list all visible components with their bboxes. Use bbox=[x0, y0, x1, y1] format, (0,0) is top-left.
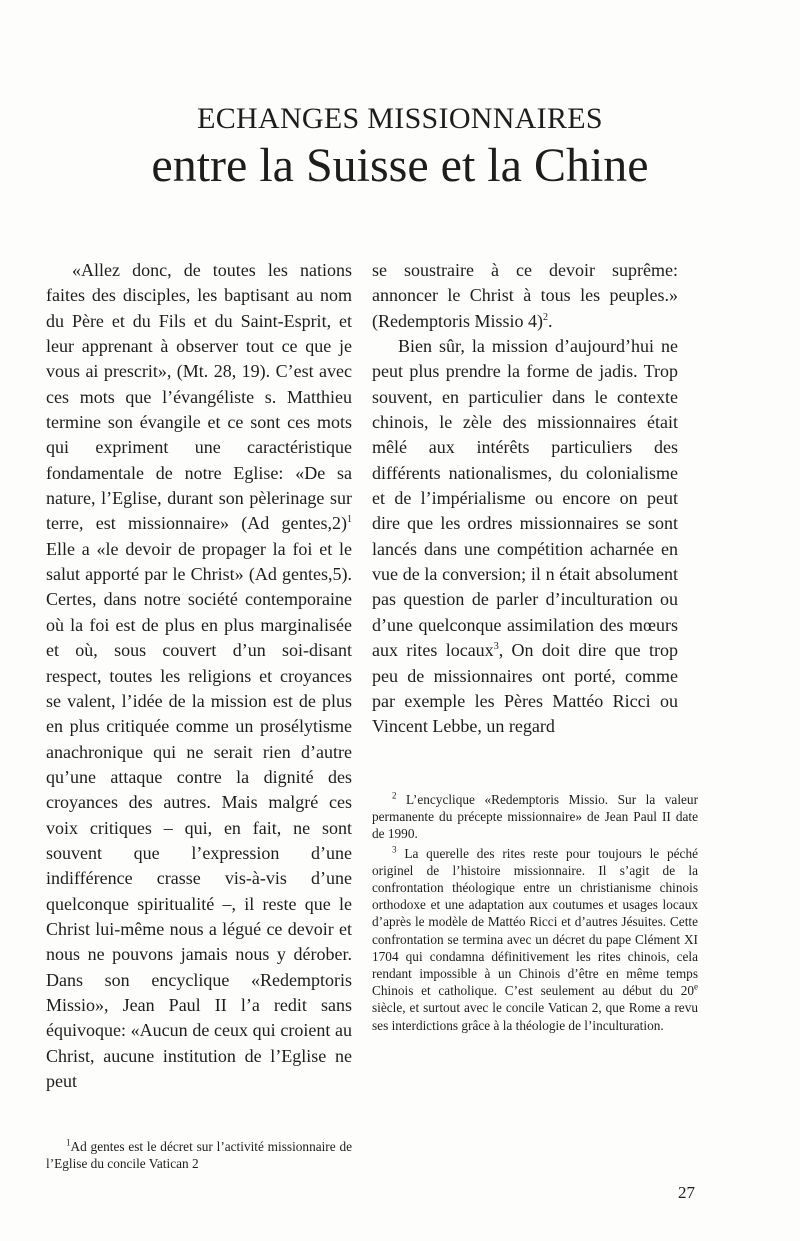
paragraph: se soustraire à ce devoir suprême: annoncer le Christ à tous les peuples.» (Redemptoris Missio 4)$^2$. bbox=[372, 260, 678, 331]
footnote-1: $^1$Ad gentes est le décret sur l’activité missionnaire de l’Eglise du concile Vatican 2 bbox=[46, 1137, 352, 1172]
page-number: 27 bbox=[678, 1183, 695, 1202]
footnotes-left bbox=[46, 1138, 352, 1174]
footnote-ref-1[interactable]: 1 bbox=[347, 514, 352, 526]
footnote-ref-2[interactable]: 2 bbox=[543, 311, 548, 323]
footnote-2: $^2$ L’encyclique «Redemptoris Missio. Sur la valeur permanente du précepte missionnaire» de Jean Paul II date de 1990. bbox=[372, 790, 698, 842]
article-supertitle: ECHANGES MISSIONNAIRES bbox=[197, 102, 603, 135]
paragraph: Bien sûr, la mission d’aujourd’hui ne peut plus prendre la forme de jadis. Trop souvent, en particulier dans le contexte chinois, le zèle des missionnaires était mêlé aux intérêts particuliers des différents nationalismes, du colonialisme et de l’impérialisme ou encore on peut dire que les ordres missionnaires se sont lancés dans une compétition acharnée en vue de la conversion; il n était absolument pas question de parler d’inculturation ou d’une quelconque assimilation des mœurs aux rites locaux$^3$, On doit dire que trop peu de missionnaires ont porté, comme par exemple les Pères Mattéo Ricci ou Vincent Lebbe, un regard bbox=[372, 336, 678, 737]
body-column-left bbox=[46, 258, 352, 1094]
article-title: entre la Suisse et la Chine bbox=[151, 139, 649, 192]
footnotes-right bbox=[372, 791, 698, 1036]
footnote-3: $^3$ La querelle des rites reste pour toujours le péché originel de l’histoire missionnaire. Il s’agit de la confrontation théologique entre un christianisme chinois orthodoxe et une adaptation aux coutumes et usages locaux d’après le modèle de Mattéo Ricci et d’autres Jésuites. Cette confrontation se termina avec un décret du pape Clément XI 1704 qui condamna définitivement les rites chinois, cela rendant impossible à un Chinois d’être en même temps Chinois et catholique. C’est seulement au début du 20e siècle, et surtout avec le concile Vatican 2, que Rome a revu ses interdictions grâce à la théologie de l’inculturation. bbox=[372, 844, 698, 1033]
footnote-ref-3[interactable]: 3 bbox=[493, 641, 499, 653]
body-column-right bbox=[372, 258, 678, 740]
paragraph: «Allez donc, de toutes les nations faites des disciples, les baptisant au nom du Père et du Fils et du Saint-Esprit, et leur apprenant à observer tout ce que je vous ai prescrit», (Mt. 28, 19). C’est avec ces mots que l’évangéliste s. Matthieu termine son évangile et ce sont ces mots qui expriment une caractéristique fondamentale de notre Eglise: «De sa nature, l’Eglise, durant son pèlerinage sur terre, est missionnaire» (Ad gentes,2)$^1$ Elle a «le devoir de propager la foi et le salut apporté par le Christ» (Ad gentes,5). Certes, dans notre société contemporaine où la foi est de plus en plus marginalisée et où, sous couvert d’un soi-disant respect, toutes les religions et croyances se valent, l’idée de la mission est de plus en plus critiquée comme un prosélytisme anachronique qui ne serait rien d’autre qu’une attaque contre la dignité des croyances des autres. Mais malgré ces voix critiques – qui, en fait, ne sont souvent que l’expression d’une indifférence crasse vis-à-vis d’une quelconque spiritualité –, il reste que le Christ lui-même nous a légué ce devoir et nous ne pouvons jamais nous y dérober. Dans son encyclique «Redemptoris Missio», Jean Paul II l’a redit sans équivoque: «Aucun de ceux qui croient au Christ, aucune institution de l’Eglise ne peut bbox=[46, 260, 352, 1091]
